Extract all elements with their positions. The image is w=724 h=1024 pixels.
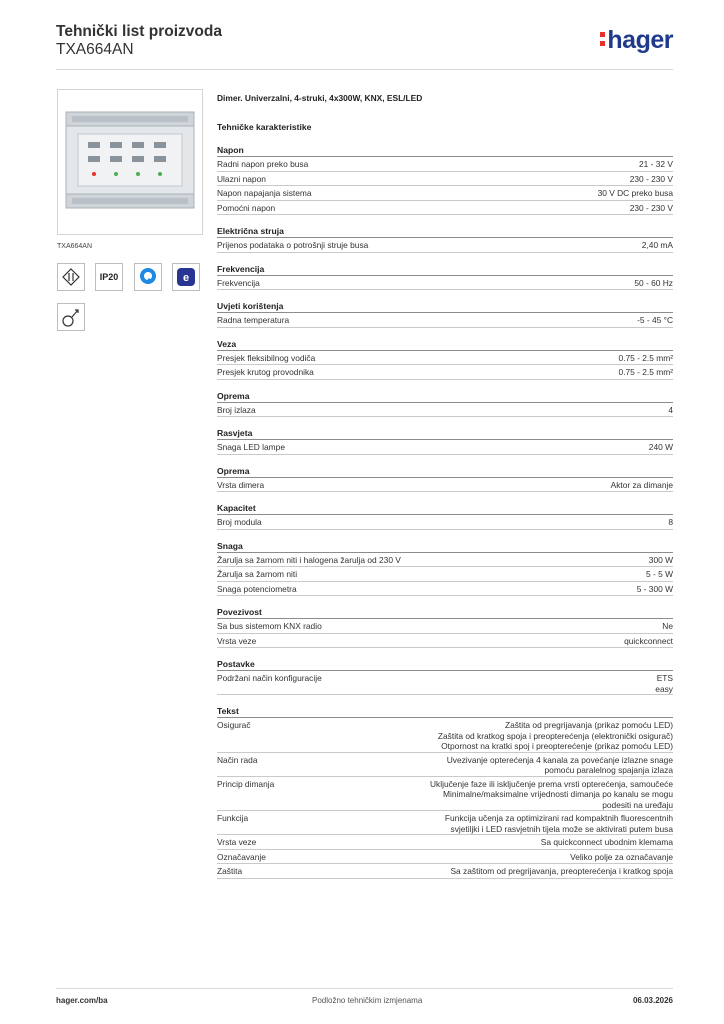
spec-value: 0.75 - 2.5 mm²	[618, 352, 673, 363]
spec-value: Funkcija učenja za optimizirani rad kompaktnih fluorescentnih svjetiljki i LED rasvjetnih tijela može se aktivirati putem busa	[444, 813, 673, 834]
hager-logo	[600, 26, 673, 55]
spec-row	[217, 186, 673, 201]
spec-label: Sa bus sistemom KNX radio	[217, 621, 322, 631]
spec-value: quickconnect	[624, 635, 673, 646]
footer-notice: Podložno tehničkim izmjenama	[312, 996, 423, 1005]
spec-value: 240 W	[648, 442, 673, 452]
spec-label: Broj modula	[217, 517, 262, 527]
spec-label: Zaštita	[217, 866, 243, 876]
spec-value: -5 - 45 °C	[637, 315, 673, 325]
spec-row	[217, 238, 673, 253]
spec-label: Način rada	[217, 754, 258, 765]
spec-row	[217, 553, 673, 568]
spec-value: Veliko polje za označavanje	[570, 851, 673, 862]
spec-value: 2,40 mA	[641, 240, 673, 250]
ce-like-icon	[57, 263, 85, 291]
spec-value: 5 - 300 W	[636, 583, 673, 594]
spec-label: Pomoćni napon	[217, 202, 276, 213]
spec-row	[217, 619, 673, 634]
spec-label: Označavanje	[217, 851, 266, 862]
spec-value: 50 - 60 Hz	[634, 277, 673, 288]
spec-value: 230 - 230 V	[629, 202, 673, 213]
document-title: Tehnički list proizvoda	[56, 23, 222, 40]
spec-label: Presjek krutog provodnika	[217, 367, 314, 377]
logo-text: hager	[607, 26, 673, 54]
spec-row	[217, 811, 673, 835]
spec-row	[217, 567, 673, 582]
section-title: Oprema	[217, 390, 673, 403]
section-title: Oprema	[217, 465, 673, 478]
section-title: Uvjeti korištenja	[217, 300, 673, 313]
spec-row	[217, 835, 673, 850]
spec-label: Princip dimanja	[217, 778, 275, 789]
document-footer	[56, 994, 673, 1008]
section-title: Tekst	[217, 705, 673, 718]
spec-value: Sa zaštitom od pregrijavanja, preopterećenja i kratkog spoja	[450, 866, 673, 876]
section-title: Frekvencija	[217, 263, 673, 276]
specification-table	[217, 93, 673, 889]
spec-label: Žarulja sa žarnom niti i halogena žarulja od 230 V	[217, 554, 401, 565]
spec-row	[217, 864, 673, 879]
dimmer-device-icon	[58, 90, 202, 234]
section-title: Napon	[217, 144, 673, 157]
spec-row	[217, 478, 673, 493]
spec-value: Uvezivanje opterećenja 4 kanala za povećanje izlazne snage pomoću paralelnog spajanja izlaza	[446, 754, 673, 775]
easy-icon	[172, 263, 200, 291]
product-image	[57, 89, 203, 235]
spec-row	[217, 634, 673, 649]
spec-label: Ulazni napon	[217, 173, 266, 184]
spec-row	[217, 157, 673, 172]
spec-value: 4	[668, 404, 673, 415]
section-title: Povezivost	[217, 606, 673, 619]
footer-date: 06.03.2026	[632, 996, 673, 1005]
spec-row	[217, 753, 673, 777]
spec-value: 300 W	[648, 554, 673, 565]
spec-row	[217, 201, 673, 216]
spec-value: 5 - 5 W	[646, 569, 673, 579]
spec-label: Funkcija	[217, 813, 249, 823]
spec-value: 230 - 230 V	[629, 173, 673, 184]
product-description: Dimer. Univerzalni, 4-struki, 4x300W, KNX, ESL/LED	[217, 93, 423, 103]
logo-dots-icon	[600, 26, 605, 46]
document-header	[56, 20, 673, 70]
footer-website: hager.com/ba	[56, 996, 108, 1005]
spec-label: Radna temperatura	[217, 315, 290, 325]
spec-value: Ne	[662, 621, 673, 631]
product-code: TXA664AN	[56, 41, 134, 58]
product-image-caption: TXA664AN	[57, 243, 93, 250]
spec-label: Snaga LED lampe	[217, 442, 285, 452]
footer-divider	[56, 988, 673, 989]
spec-label: Vrsta dimera	[217, 479, 265, 490]
section-title: Električna struja	[217, 225, 673, 238]
spec-heading: Tehničke karakteristike	[217, 122, 312, 132]
spec-row	[217, 351, 673, 366]
spec-label: Frekvencija	[217, 277, 260, 288]
section-title: Kapacitet	[217, 502, 673, 515]
spec-label: Vrsta veze	[217, 635, 257, 646]
spec-label: Osigurač	[217, 720, 251, 730]
spec-label: Broj izlaza	[217, 404, 256, 415]
section-title: Snaga	[217, 540, 673, 553]
spec-row	[217, 582, 673, 597]
spec-row	[217, 313, 673, 328]
spec-label: Radni napon preko busa	[217, 159, 309, 169]
spec-value: Sa quickconnect ubodnim klemama	[540, 837, 673, 847]
svg-text:e: e	[182, 272, 190, 284]
spec-value: 30 V DC preko busa	[597, 188, 673, 198]
spec-value: 8	[668, 517, 673, 527]
spec-label: Snaga potenciometra	[217, 583, 297, 594]
spec-row	[217, 850, 673, 865]
spec-label: Žarulja sa žarnom niti	[217, 569, 298, 579]
spec-label: Vrsta veze	[217, 837, 257, 847]
spec-row	[217, 403, 673, 418]
spec-value: 0.75 - 2.5 mm²	[618, 367, 673, 377]
quicklink-icon	[134, 263, 162, 291]
spec-value: Uključenje faze ili isključenje prema vrsti opterećenja, samoučeće Minimalne/maksimalne vrijednosti dimanja po kanalu se mogu podesiti na uređaju	[430, 778, 673, 810]
spec-row	[217, 777, 673, 812]
spec-row	[217, 718, 673, 753]
section-title: Postavke	[217, 658, 673, 671]
knx-icon	[57, 303, 85, 331]
spec-value: ETS easy	[655, 673, 673, 694]
spec-label: Presjek fleksibilnog vodiča	[217, 352, 316, 363]
spec-row	[217, 172, 673, 187]
spec-row	[217, 515, 673, 530]
spec-label: Prijenos podataka o potrošnji struje busa	[217, 240, 369, 250]
spec-row	[217, 365, 673, 380]
spec-row	[217, 440, 673, 455]
spec-row	[217, 276, 673, 291]
spec-value: 21 - 32 V	[639, 159, 673, 169]
section-title: Rasvjeta	[217, 427, 673, 440]
section-title: Veza	[217, 338, 673, 351]
spec-value: Aktor za dimanje	[610, 479, 673, 490]
ip20-badge: IP20	[95, 263, 123, 291]
spec-row	[217, 671, 673, 695]
spec-label: Napon napajanja sistema	[217, 188, 312, 198]
spec-value: Zaštita od pregrijavanja (prikaz pomoću LED) Zaštita od kratkog spoja i preopterećenja (elektronički osigurač) Otpornost na kratki spoj i preopterećenje (prikaz pomoću LED)	[437, 720, 673, 751]
spec-label: Podržani način konfiguracije	[217, 673, 322, 683]
